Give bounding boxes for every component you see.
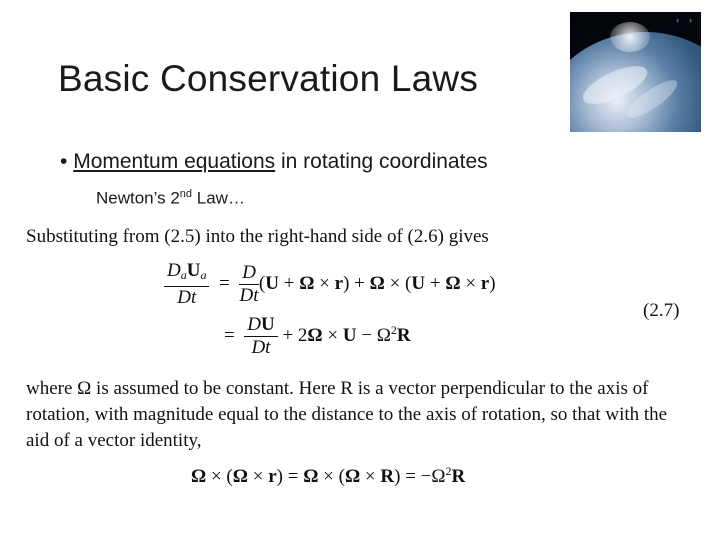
prev-icon: ‹ — [676, 16, 680, 25]
next-icon: › — [689, 16, 693, 25]
slide-title: Basic Conservation Laws — [58, 58, 479, 99]
ordinal-superscript: nd — [179, 188, 193, 200]
equation-number: (2.7) — [643, 300, 680, 321]
earth-image — [570, 12, 701, 132]
intro-paragraph: Substituting from (2.5) into the right-hand side of (2.6) gives — [26, 226, 489, 247]
vector-identity-equation: $\Omega \times (\Omega \times r) = \Omega \times (\Omega \times R) = -\Omega^2R$ — [191, 464, 466, 487]
underlined-term: Momentum equations — [73, 150, 276, 173]
sun-glare — [610, 22, 650, 52]
conclusion-paragraph: where Ω is assumed to be constant. Here R is a vector perpendicular to the axis of rotation, with magnitude equal to the distance to the axis of rotation, so that with the aid of a vector identity, — [26, 378, 668, 451]
sub-point-suffix: Law… — [192, 188, 245, 208]
equation-line-2: = $\frac{DU}{Dt}$ + $2\Omega \times U - \Omega^2R$ — [224, 314, 411, 358]
equation-line-1: $\frac{\text{DaUa}}{Dt}$ = $\frac{D}{Dt}$ (U + Ω × r) + Ω × (U + Ω × r) — [164, 260, 496, 309]
sub-point — [96, 188, 245, 209]
bullet-text: in rotating coordinates — [275, 150, 488, 173]
bullet-point — [60, 150, 488, 174]
sub-point-text: Newton’s 2 — [96, 188, 180, 208]
textbook-excerpt — [26, 224, 696, 494]
bullet-marker: • — [60, 150, 68, 173]
